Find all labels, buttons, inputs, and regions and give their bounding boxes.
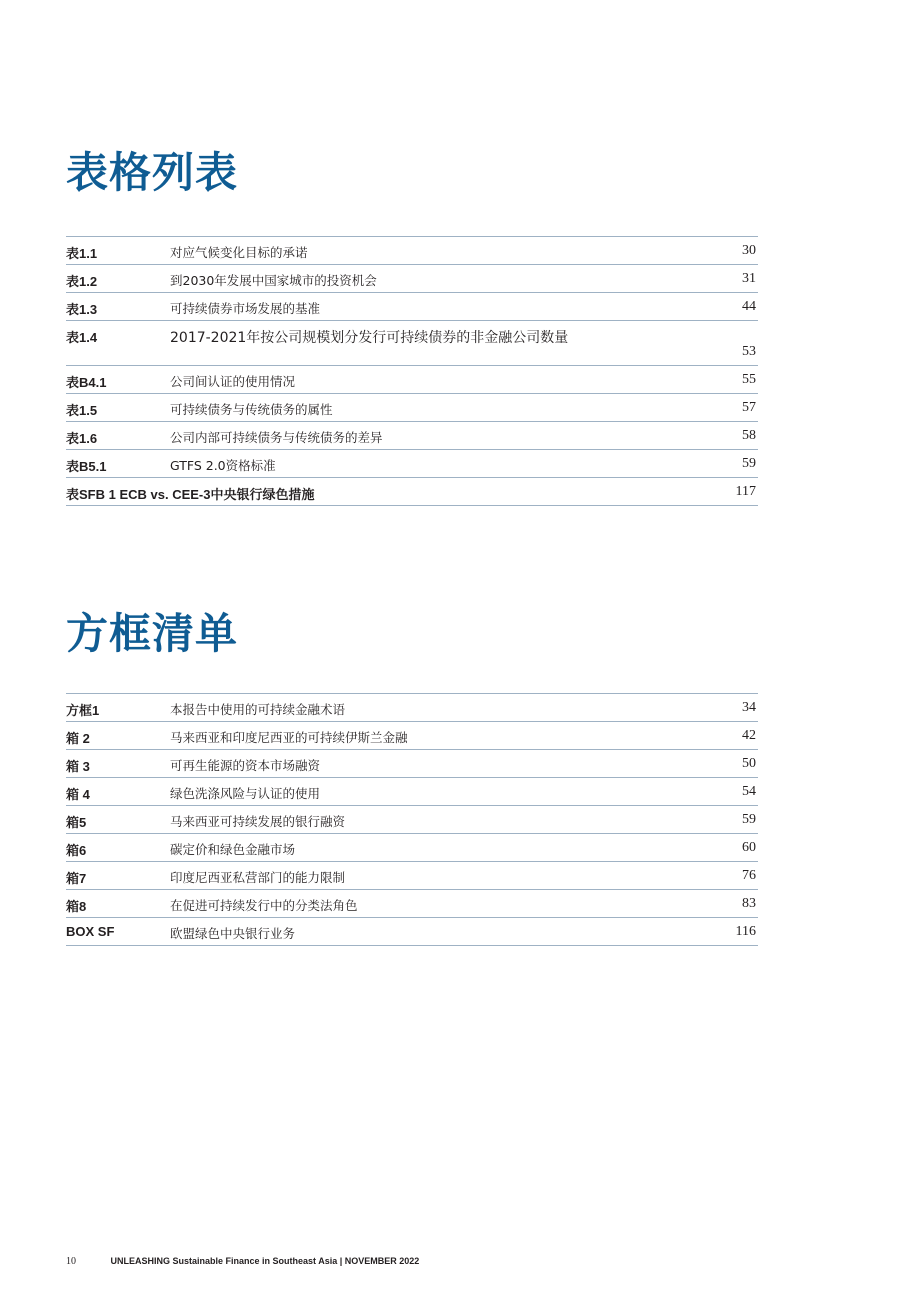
toc-row-label: 箱5	[66, 815, 87, 830]
toc-row-title: 欧盟绿色中央银行业务	[170, 926, 296, 941]
toc-row-page: 30	[742, 243, 756, 258]
toc-row-page: 59	[742, 812, 756, 827]
toc-row-page: 57	[742, 400, 756, 415]
toc-row-page: 50	[742, 756, 756, 771]
page-number: 10	[66, 1256, 76, 1267]
toc-row[interactable]	[66, 237, 758, 265]
toc-row-page: 60	[742, 840, 756, 855]
toc-row-page: 76	[742, 868, 756, 883]
toc-row[interactable]	[66, 778, 758, 806]
toc-row-label: 箱 3	[66, 759, 90, 774]
toc-row-title: 绿色洗涤风险与认证的使用	[170, 786, 321, 801]
toc-row-title: 公司内部可持续债务与传统债务的差异	[170, 430, 383, 445]
toc-row[interactable]	[66, 750, 758, 778]
toc-row[interactable]	[66, 918, 758, 946]
boxes-list	[66, 693, 758, 946]
toc-row-label: 箱 2	[66, 731, 90, 746]
toc-row-title: 可持续债务与传统债务的属性	[170, 402, 333, 417]
tables-list	[66, 236, 758, 506]
toc-row-label: 表1.6	[66, 431, 98, 446]
toc-row-page: 116	[735, 924, 756, 939]
toc-row[interactable]	[66, 890, 758, 918]
toc-row[interactable]	[66, 834, 758, 862]
toc-row-page: 55	[742, 372, 756, 387]
toc-row-title: 在促进可持续发行中的分类法角色	[170, 898, 358, 913]
toc-row-title: GTFS 2.0资格标准	[170, 458, 276, 473]
footer-text: UNLEASHING Sustainable Finance in Southeast Asia | NOVEMBER 2022	[110, 1256, 420, 1266]
toc-row-page: 34	[742, 700, 756, 715]
toc-row-label: 表1.4	[66, 330, 98, 345]
toc-row-label: 表1.1	[66, 246, 98, 261]
toc-row-label: 表1.5	[66, 403, 98, 418]
toc-row-label: 表B5.1	[66, 459, 107, 474]
toc-row-page: 83	[742, 896, 756, 911]
toc-row-title: 可再生能源的资本市场融资	[170, 758, 321, 773]
toc-row[interactable]	[66, 265, 758, 293]
toc-row-title: 本报告中使用的可持续金融术语	[170, 702, 346, 717]
toc-row-title: 印度尼西亚私营部门的能力限制	[170, 870, 346, 885]
tables-heading: 表格列表	[66, 148, 239, 197]
toc-row-label: 方框1	[66, 703, 100, 718]
toc-row-label: 表1.2	[66, 274, 98, 289]
toc-row-label: 表SFB 1 ECB vs. CEE-3中央银行绿色措施	[66, 487, 315, 502]
toc-row[interactable]	[66, 862, 758, 890]
toc-row-page: 58	[742, 428, 756, 443]
toc-row-label: 表B4.1	[66, 375, 107, 390]
toc-row[interactable]	[66, 722, 758, 750]
toc-row-title: 可持续债券市场发展的基准	[170, 301, 321, 316]
toc-row[interactable]	[66, 450, 758, 478]
toc-row-page: 59	[742, 456, 756, 471]
page-footer	[66, 1256, 419, 1267]
toc-row[interactable]	[66, 293, 758, 321]
toc-row-label: 箱 4	[66, 787, 90, 802]
boxes-heading: 方框清单	[66, 609, 239, 658]
toc-row-label: BOX SF	[66, 924, 115, 939]
toc-row-label: 箱6	[66, 843, 87, 858]
toc-row-page: 42	[742, 728, 756, 743]
toc-row-title: 公司间认证的使用情况	[170, 374, 296, 389]
toc-row[interactable]	[66, 422, 758, 450]
toc-row-label: 箱7	[66, 871, 87, 886]
toc-row[interactable]	[66, 321, 758, 366]
toc-row-title: 马来西亚可持续发展的银行融资	[170, 814, 346, 829]
toc-row-label: 表1.3	[66, 302, 98, 317]
toc-row-page: 44	[742, 299, 756, 314]
toc-row-title: 马来西亚和印度尼西亚的可持续伊斯兰金融	[170, 730, 408, 745]
toc-row-page: 31	[742, 271, 756, 286]
toc-row-page: 117	[735, 484, 756, 499]
toc-row-page: 53	[742, 344, 756, 359]
toc-row-page: 54	[742, 784, 756, 799]
toc-row-label: 箱8	[66, 899, 87, 914]
toc-row-title: 到2030年发展中国家城市的投资机会	[170, 273, 377, 288]
toc-row[interactable]	[66, 478, 758, 506]
toc-row[interactable]	[66, 806, 758, 834]
toc-row[interactable]	[66, 694, 758, 722]
toc-row-title: 碳定价和绿色金融市场	[170, 842, 296, 857]
toc-row-title: 2017-2021年按公司规模划分发行可持续债券的非金融公司数量	[170, 330, 569, 346]
toc-row[interactable]	[66, 394, 758, 422]
toc-row-title: 对应气候变化目标的承诺	[170, 245, 308, 260]
toc-row[interactable]	[66, 366, 758, 394]
